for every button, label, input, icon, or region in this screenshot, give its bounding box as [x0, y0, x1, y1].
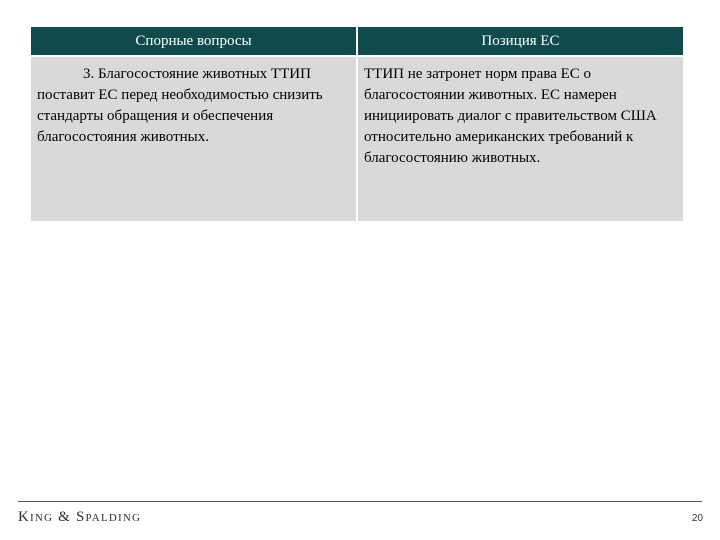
issue-cell [31, 56, 357, 221]
position-cell [357, 56, 683, 221]
column-header-eu-position: Позиция ЕС [357, 27, 683, 56]
footer-divider [18, 501, 702, 502]
table-header-row [31, 27, 683, 56]
company-logo: King & Spalding [18, 509, 142, 525]
position-text: ТТИП не затронет норм права ЕС о благосостоянии животных. ЕС намерен инициировать диалог с правительством США относительно американских требований к благосостоянию животных. [364, 66, 657, 166]
table-row [31, 56, 683, 221]
column-header-issues: Спорные вопросы [31, 27, 357, 56]
page-number: 20 [691, 513, 703, 524]
comparison-table [31, 27, 683, 221]
issue-text: 3. Благосостояние животных ТТИП поставит ЕС перед необходимостью снизить стандарты обращения и обеспечения благосостояния животных. [37, 66, 323, 145]
